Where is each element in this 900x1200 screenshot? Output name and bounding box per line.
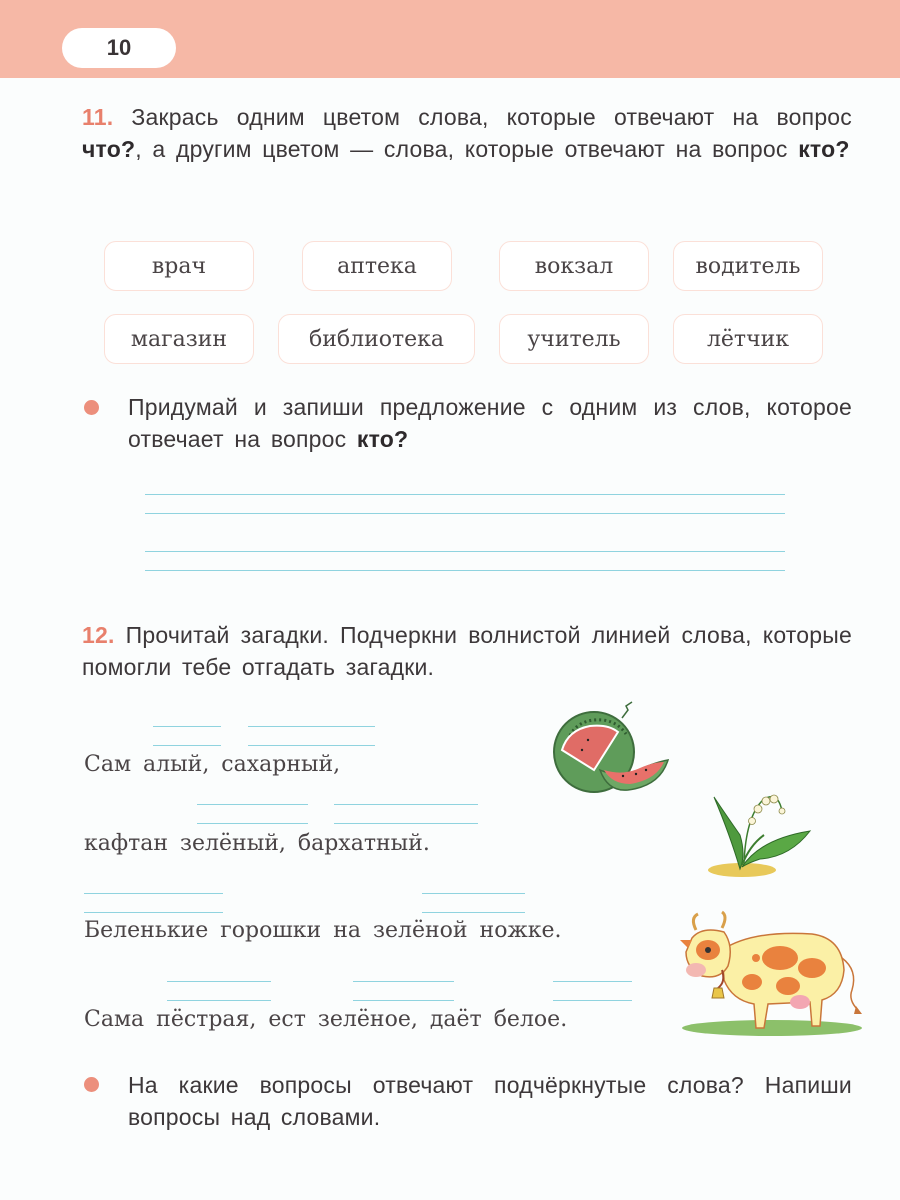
question-line[interactable] <box>553 1000 632 1001</box>
question-line[interactable] <box>353 981 454 982</box>
riddle-line-3: Беленькие горошки на зелёной ножке. <box>84 918 562 943</box>
task-11-text-1: Закрась одним цветом слова, которые отвечают на вопрос <box>131 104 853 130</box>
question-line[interactable] <box>197 804 308 805</box>
question-line[interactable] <box>197 823 308 824</box>
lily-of-the-valley-icon <box>700 775 820 880</box>
word-box-apteka[interactable] <box>302 241 452 291</box>
word-box-voditel[interactable] <box>673 241 823 291</box>
task-11-text-2: , а другим цветом — слова, которые отвечают на вопрос <box>135 136 788 162</box>
riddle-line-2: кафтан зелёный, бархатный. <box>84 831 430 856</box>
riddle-line-4: Сама пёстрая, ест зелёное, даёт белое. <box>84 1007 568 1032</box>
word-label: лётчик <box>706 326 790 352</box>
word-box-vokzal[interactable] <box>499 241 649 291</box>
task-11-bold-who: кто? <box>798 136 850 162</box>
word-label: врач <box>151 253 207 279</box>
cow-icon <box>672 910 867 1040</box>
answer-line-2[interactable] <box>145 513 785 514</box>
riddle-line-1: Сам алый, сахарный, <box>84 752 341 777</box>
answer-line-1[interactable] <box>145 494 785 495</box>
word-label: вокзал <box>534 253 614 279</box>
question-line[interactable] <box>153 745 221 746</box>
question-line[interactable] <box>153 726 221 727</box>
page-number: 10 <box>62 28 176 68</box>
question-line[interactable] <box>553 981 632 982</box>
word-label: аптека <box>337 253 417 279</box>
question-line[interactable] <box>248 726 375 727</box>
question-line[interactable] <box>167 1000 271 1001</box>
question-line[interactable] <box>248 745 375 746</box>
bullet-dot-icon <box>84 400 99 415</box>
task-12-instruction <box>82 619 852 683</box>
answer-line-3[interactable] <box>145 551 785 552</box>
word-box-magazin[interactable] <box>104 314 254 364</box>
word-label: водитель <box>695 253 801 279</box>
watermelon-icon <box>548 700 678 800</box>
word-box-lyotchik[interactable] <box>673 314 823 364</box>
bullet-dot-icon <box>84 1077 99 1092</box>
word-box-vrach[interactable] <box>104 241 254 291</box>
word-box-uchitel[interactable] <box>499 314 649 364</box>
word-label: библиотека <box>308 326 445 352</box>
task-11-number: 11. <box>82 104 114 130</box>
word-box-biblioteka[interactable] <box>278 314 475 364</box>
task-11-instruction <box>82 101 852 165</box>
task-11-bold-what: что? <box>82 136 136 162</box>
task-12-number: 12. <box>82 622 115 648</box>
task-12-subtask: На какие вопросы отвечают подчёркнутые слова? Напиши вопросы над словами. <box>128 1072 852 1130</box>
question-line[interactable] <box>422 893 525 894</box>
question-line[interactable] <box>84 912 223 913</box>
task-11-subtask-text: Придумай и запиши предложение с одним из слов, которое отвечает на вопрос <box>128 394 852 452</box>
word-label: магазин <box>130 326 228 352</box>
word-label: учитель <box>527 326 621 352</box>
task-11-subtask <box>128 391 852 455</box>
question-line[interactable] <box>334 804 478 805</box>
question-line[interactable] <box>334 823 478 824</box>
task-12-text: Прочитай загадки. Подчеркни волнистой линией слова, которые помогли тебе отгадать загадки. <box>82 622 852 680</box>
question-line[interactable] <box>84 893 223 894</box>
question-line[interactable] <box>422 912 525 913</box>
question-line[interactable] <box>353 1000 454 1001</box>
answer-line-4[interactable] <box>145 570 785 571</box>
question-line[interactable] <box>167 981 271 982</box>
task-11-subtask-bold: кто? <box>356 426 409 452</box>
